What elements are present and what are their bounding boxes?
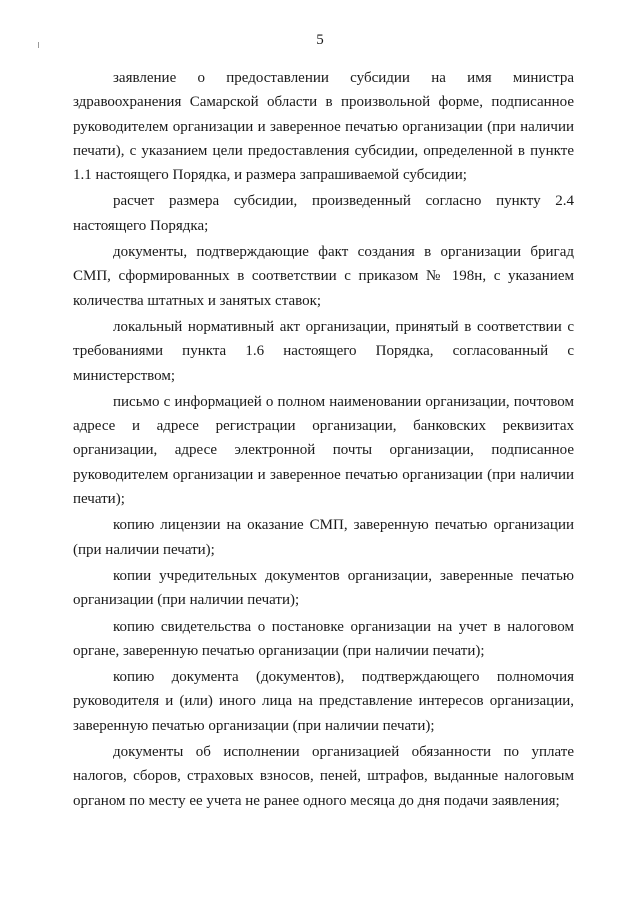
- paragraph-organization-letter: письмо с информацией о полном наименовании организации, почтовом адресе и адресе регистрации организации, банковских реквизитах организации, адресе электронной почты организации, подписанное руководителем организации и заверенное печатью организации (при наличии печати);: [73, 393, 574, 508]
- paragraph-subsidy-calculation: расчет размера субсидии, произведенный согласно пункту 2.4 настоящего Порядка;: [73, 193, 574, 234]
- paragraph-application: заявление о предоставлении субсидии на имя министра здравоохранения Самарской области в произвольной форме, подписанное руководителем организации и заверенное печатью организации (при наличии печати), с указанием цели предоставления субсидии, определенной в пункте 1.1 настоящего Порядка, и размера запрашиваемой субсидии;: [73, 70, 574, 184]
- paragraph-license-copy: копию лицензии на оказание СМП, заверенную печатью организации (при наличии печати);: [73, 517, 574, 558]
- paragraph-smp-brigades: документы, подтверждающие факт создания в организации бригад СМП, сформированных в соответствии с приказом № 198н, с указанием количества штатных и занятых ставок;: [73, 244, 574, 309]
- document-body: [73, 66, 574, 815]
- paragraph-tax-compliance: документы об исполнении организацией обязанности по уплате налогов, сборов, страховых взносов, пеней, штрафов, выданные налоговым органом по месту ее учета не ранее одного месяца до дня подачи заявления;: [73, 744, 574, 809]
- paragraph-authority-documents: копию документа (документов), подтверждающего полномочия руководителя и (или) иного лица на представление интересов организации, заверенную печатью организации (при наличии печати);: [73, 669, 574, 734]
- paragraph-local-act: локальный нормативный акт организации, принятый в соответствии с требованиями пункта 1.6 настоящего Порядка, согласованный с министерством;: [73, 318, 574, 384]
- paragraph-tax-registration: копию свидетельства о постановке организации на учет в налоговом органе, заверенную печатью организации (при наличии печати);: [73, 618, 574, 659]
- paragraph-founding-documents: копии учредительных документов организации, заверенные печатью организации (при наличии печати);: [73, 567, 574, 609]
- page-number: 5: [316, 32, 324, 48]
